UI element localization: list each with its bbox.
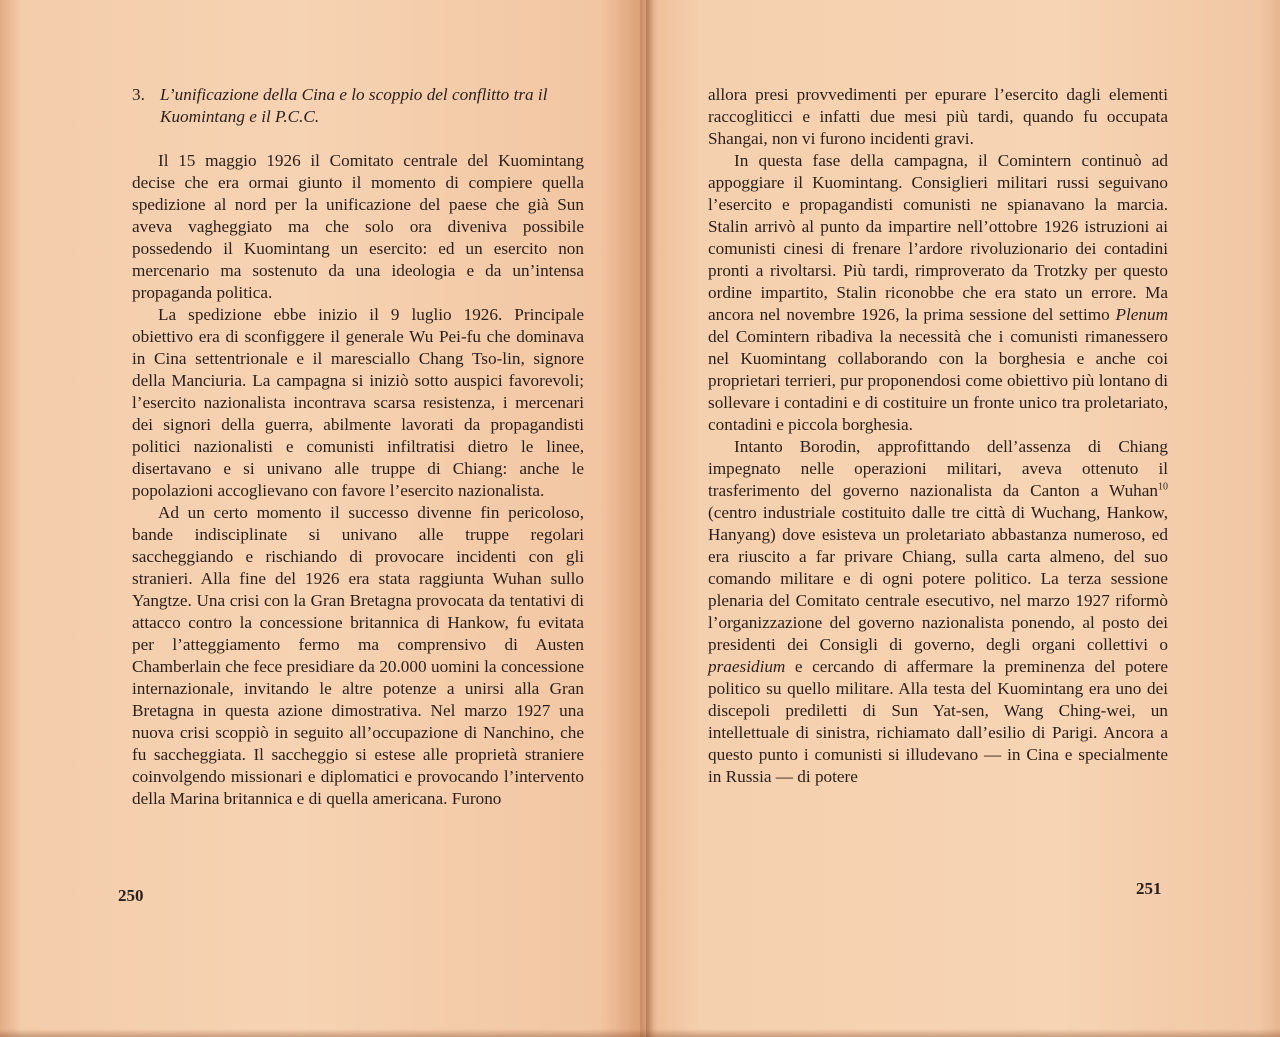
paragraph: La spedizione ebbe inizio il 9 luglio 1926. Principale obiettivo era di sconfiggere il generale Wu Pei-fu che dominava in Cina settentrionale e il maresciallo Chang Tso-lin, signore della Manciuria. La campagna si iniziò sotto auspici favorevoli; l’esercito nazionalista incontrava scarsa resistenza, i mercenari dei signori della guerra, abilmente lavorati da propagandisti politici nazionalisti e comunisti infiltratisi dietro le linee, disertavano e si univano alle truppe di Chiang: anche le popolazioni accoglievano con favore l’esercito nazionalista. (132, 305, 584, 500)
paragraph (708, 150, 1168, 436)
paragraph-text: (centro industriale costituito dalle tre città di Wuchang, Hankow, Hanyang) dove esisteva un proletariato abbastanza numeroso, ed era riuscito a far privare Chiang, sulla carta almeno, del suo comando militare e di ogni potere politico. La terza sessione plenaria del Comitato centrale esecutivo, nel marzo 1927 riformò l’organizzazione del governo nazionalista ponendo, al posto dei presidenti dei Consigli di governo, degli organi collettivi o (708, 503, 1168, 654)
paragraph: Il 15 maggio 1926 il Comitato centrale del Kuomintang decise che era ormai giunto il momento di compiere quella spedizione al nord per la unificazione del paese che già Sun aveva vagheggiato ma che solo ora diveniva possibile possedendo il Kuomintang un esercito: ed un esercito non mercenario ma sostenuto da una ideologia e da un’intensa propaganda politica. (132, 151, 584, 302)
section-title: L’unificazione della Cina e lo scoppio del conflitto tra il Kuomintang e il P.C.C. (160, 85, 548, 126)
paragraph: allora presi provvedimenti per epurare l’esercito dagli elementi raccogliticci e infatti due mesi più tardi, quando fu occupata Shangai, non vi furono incidenti gravi. (708, 85, 1168, 148)
right-page-text (708, 84, 1168, 788)
paragraph (708, 436, 1168, 788)
paragraph-text: e cercando di affermare la preminenza del potere politico su quello militare. Alla testa del Kuomintang era uno dei discepoli prediletti di Sun Yat-sen, Wang Ching-wei, un intellettuale di sinistra, richiamato dall’esilio di Parigi. Ancora a questo punto i comunisti si illudevano — in Cina e specialmente in Russia — di potere (708, 657, 1168, 786)
page-number-right: 251 (1136, 879, 1162, 898)
paragraph-text: Intanto Borodin, approfittando dell’assenza di Chiang impegnato nelle operazioni militari, aveva ottenuto il trasferimento del governo nazionalista da Canton a Wuhan (708, 437, 1168, 500)
section-number: 3. (132, 85, 145, 104)
italic-term: praesidium (708, 657, 786, 676)
paragraph-text: In questa fase della campagna, il Comintern continuò ad appoggiare il Kuomintang. Consiglieri militari russi seguivano l’esercito e propagandisti comunisti ne spianavano la marcia. Stalin arrivò al punto da impartire nell’ottobre 1926 istruzioni ai comunisti cinesi di frenare l’ardore rivoluzionario dei contadini pronti a rivoltarsi. Più tardi, rimproverato da Trotzky per questo ordine impartito, Stalin riconobbe che era stato un errore. Ma ancora nel novembre 1926, la prima sessione del settimo (708, 151, 1168, 324)
page-number-left: 250 (118, 886, 144, 905)
footnote-reference: 10 (1158, 481, 1168, 493)
left-page-text (132, 84, 584, 810)
page-bottom-edge (0, 1029, 1280, 1037)
right-page (640, 0, 1280, 1037)
section-heading (132, 84, 584, 128)
paragraph: Ad un certo momento il successo divenne fin pericoloso, bande indisciplinate si univano alle truppe regolari saccheggiando e rischiando di provocare incidenti con gli stranieri. Alla fine del 1926 era stata raggiunta Wuhan sullo Yangtze. Una crisi con la Gran Bretagna provocata da tentativi di attacco contro la concessione britannica di Hankow, fu evitata per l’atteggiamento fermo ma comprensivo di Austen Chamberlain che fece presidiare da 20.000 uomini la concessione internazionale, invitando le altre potenze a unirsi alla Gran Bretagna in questa azione dimostrativa. Nel marzo 1927 una nuova crisi scoppiò in seguito all’occupazione di Nanchino, che fu saccheggiata. Il saccheggio si estese alle proprietà straniere coinvolgendo missionari e diplomatici e provocando l’intervento della Marina britannica e di quella americana. Furono (132, 503, 584, 808)
paragraph-text: del Comintern ribadiva la necessità che i comunisti rimanessero nel Kuomintang collaborando con la borghesia e anche coi proprietari terrieri, pur proponendosi come obiettivo più lontano di sollevare i contadini e di costituire un fronte unico tra proletariato, contadini e piccola borghesia. (708, 327, 1168, 434)
book-gutter (646, 0, 654, 1037)
italic-term: Plenum (1115, 305, 1168, 324)
